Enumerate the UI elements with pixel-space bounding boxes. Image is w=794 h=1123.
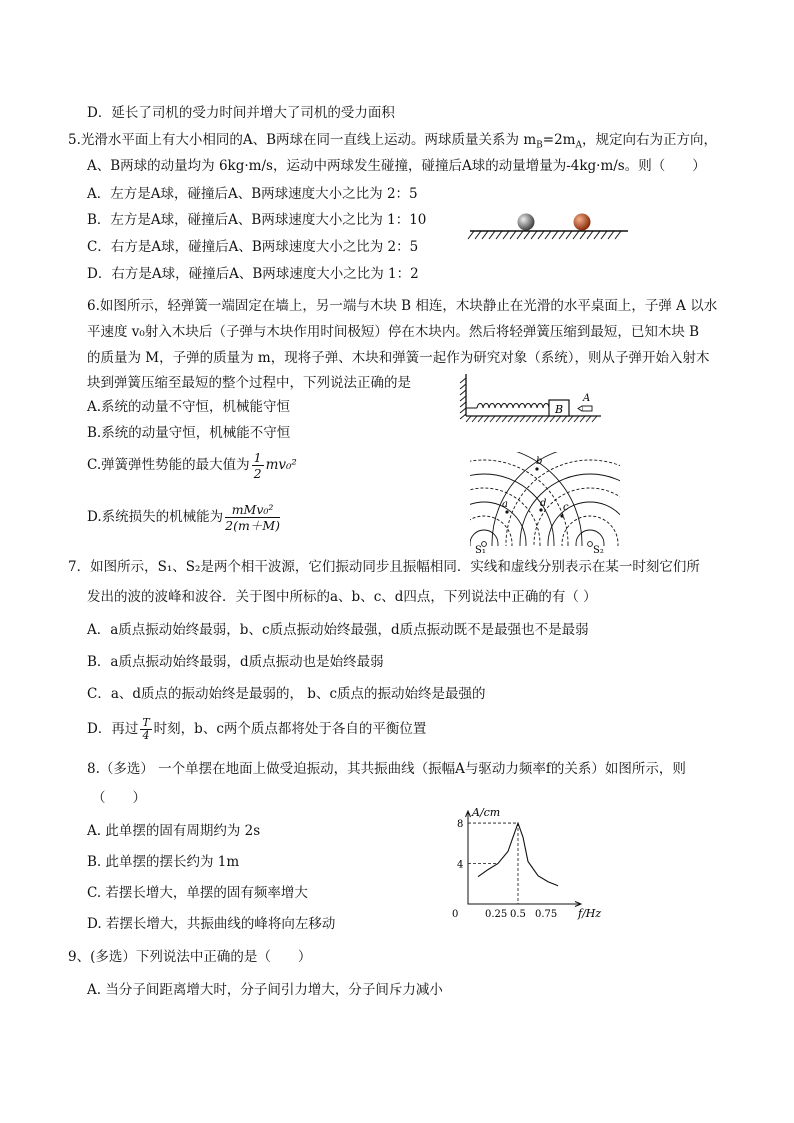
x-tick-label: 0.5 <box>510 909 526 920</box>
q7-option-c: C．a、d质点的振动始终是最弱的， b、c质点的振动始终是最强的 <box>87 686 486 702</box>
x-tick-label: 0 <box>452 909 459 920</box>
q6-option-a: A.系统的动量不守恒，机械能守恒 <box>87 399 291 415</box>
q5-option-c: C．右方是A球，碰撞后A、B两球速度大小之比为 2：5 <box>87 239 419 255</box>
q8-option-d: D. 若摆长增大，共振曲线的峰将向左移动 <box>87 916 336 932</box>
point-a-label: a <box>502 499 508 510</box>
q6-option-c-text: C.弹簧弹性势能的最大值为 <box>87 457 250 473</box>
point-a-dot <box>505 510 508 513</box>
q9-option-a: A. 当分子间距离增大时，分子间引力增大，分子间斥力减小 <box>87 982 443 998</box>
q7-option-d-tail: 时刻，b、c两个质点都将处于各自的平衡位置 <box>153 721 427 737</box>
q6-stem-line1: 6.如图所示，轻弹簧一端固定在墙上，另一端与木块 B 相连，木块静止在光滑的水平桌面上，子弹 A 以水 <box>87 298 718 314</box>
source-s2-label: S₂ <box>593 545 604 556</box>
q9-stem: 9、(多选）下列说法中正确的是（ ） <box>68 949 312 965</box>
q7-d-numerator: T <box>142 716 150 729</box>
q6-option-d <box>87 500 282 534</box>
q5-sub-b: B <box>536 140 543 151</box>
q5-figure-balls <box>470 210 630 242</box>
q8-option-a: A. 此单摆的固有周期约为 2s <box>87 823 261 839</box>
q5-sub-a: A <box>575 140 582 151</box>
y-tick-label: 4 <box>457 859 464 871</box>
q6-stem-line2: 平速度 v₀射入木块后（子弹与木块作用时间极短）停在木块内。然后将轻弹簧压缩到最短，已知木块 B <box>87 324 700 340</box>
q8-stem-line2: （ ） <box>92 790 146 806</box>
q6-d-denominator: 2(m＋M) <box>225 518 280 533</box>
q8-option-b: B. 此单摆的摆长约为 1m <box>87 854 240 870</box>
chart-y-axis-label: A/cm <box>472 806 501 819</box>
x-tick-label: 0.25 <box>485 909 508 920</box>
q6-option-c-tail: mv₀² <box>265 457 297 473</box>
q5-option-d: D．右方是A球，碰撞后A、B两球速度大小之比为 1：2 <box>87 266 419 282</box>
q6-option-c-fraction <box>252 450 264 481</box>
q7-option-b: B．a质点振动始终最弱，d质点振动也是始终最弱 <box>87 654 384 670</box>
q5-stem-end: ，规定向右为正方向， <box>581 132 717 148</box>
point-b-dot <box>535 467 538 470</box>
q7-stem-line2: 发出的波的波峰和波谷．关于图中所标的a、b、c、d四点，下列说法中正确的有（ ） <box>87 589 597 605</box>
q5-option-a: A．左方是A球，碰撞后A、B两球速度大小之比为 2：5 <box>87 186 418 202</box>
point-d-label: d <box>540 498 547 509</box>
q7-option-d-fraction <box>140 717 151 742</box>
bullet-a <box>578 406 592 411</box>
source-s2-dot <box>588 542 593 547</box>
q6-figure-spring-block <box>463 372 613 424</box>
point-c-dot <box>560 514 563 517</box>
q6-stem-line4: 块到弹簧压缩至最短的整个过程中，下列说法正确的是 <box>87 375 411 391</box>
q7-d-denominator: 4 <box>142 729 150 742</box>
ball-b <box>574 214 591 231</box>
q6-option-d-text: D.系统损失的机械能为 <box>87 509 224 525</box>
q5-stem-mid: =2m <box>542 132 576 148</box>
q7-stem-line1: 7．如图所示，S₁、S₂是两个相干波源，它们振动同步且振幅相同．实线和虚线分别表示在某一时刻它们所 <box>68 559 700 575</box>
q5-option-b: B．左方是A球，碰撞后A、B两球速度大小之比为 1：10 <box>87 212 427 228</box>
q8-option-c: C. 若摆长增大，单摆的固有频率增大 <box>87 885 308 901</box>
q7-option-a: A．a质点振动始终最弱，b、c质点振动始终最强，d质点振动既不是最强也不是最弱 <box>87 622 589 638</box>
ball-a <box>518 214 535 231</box>
y-tick-label: 8 <box>457 819 464 831</box>
x-tick-label: 0.75 <box>535 909 558 920</box>
q7-figure-interference <box>470 452 620 556</box>
q8-stem-line1: 8.（多选） 一个单摆在地面上做受迫振动，其共振曲线（振幅A与驱动力频率f的关系）如图所示，则 <box>87 761 686 777</box>
q8-resonance-chart <box>450 808 600 920</box>
point-b-label: b <box>536 456 543 467</box>
q7-option-d-text: D．再过 <box>87 721 139 737</box>
q6-d-numerator: mMv₀² <box>225 502 280 518</box>
q6-stem-line3: 的质量为 M，子弹的质量为 m，现将子弹、木块和弹簧一起作为研究对象（系统），则从子弹开始入射木 <box>87 350 710 366</box>
q6-c-denominator: 2 <box>253 466 262 481</box>
source-s1-label: S₁ <box>475 545 486 556</box>
q5-stem-line1 <box>68 131 717 155</box>
q6-option-d-fraction <box>225 502 280 533</box>
q6-option-b: B.系统的动量守恒，机械能不守恒 <box>87 425 291 441</box>
q6-c-numerator: 1 <box>253 450 262 465</box>
q4-option-d: D．延长了司机的受力时间并增大了司机的受力面积 <box>87 105 395 121</box>
q5-stem-line2: A、B两球的动量均为 6kg·m/s，运动中两球发生碰撞，碰撞后A球的动量增量为-4kg·m/s。则（ ） <box>87 158 706 174</box>
block-b-label: B <box>555 403 564 416</box>
point-c-label: c <box>563 502 569 513</box>
chart-x-axis-label: f/Hz <box>578 907 602 920</box>
q7-option-d <box>87 712 426 746</box>
q6-option-c <box>87 448 297 482</box>
bullet-a-label: A <box>583 393 591 404</box>
q5-stem-text: 5.光滑水平面上有大小相同的A、B两球在同一直线上运动。两球质量关系为 m <box>68 132 537 148</box>
